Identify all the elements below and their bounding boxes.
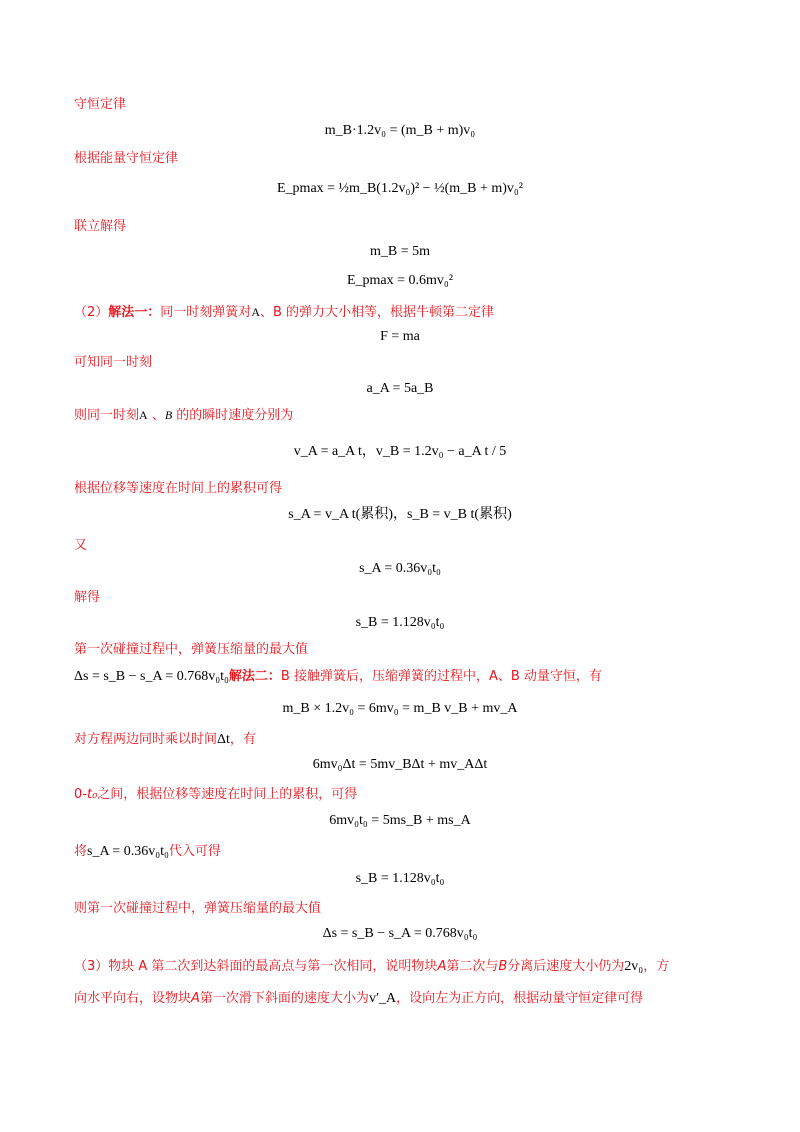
- method-one-label: 解法一：: [108, 305, 161, 320]
- equation-9: s_B = 1.128v₀t₀: [355, 615, 445, 630]
- text-line-14: [74, 843, 221, 861]
- math-symbol-vA-prime: v′_A: [368, 991, 397, 1006]
- equation-14: s_B = 1.128v₀t₀: [355, 871, 445, 886]
- text-fragment: 、B 的弹力大小相等，根据牛顿第二定律: [259, 305, 495, 320]
- text-line-11: [74, 668, 602, 686]
- text-line-10: 第一次碰撞过程中，弹簧压缩量的最大值: [74, 642, 309, 657]
- text-fragment: 的的瞬时速度分别为: [172, 408, 294, 423]
- math-symbol-A: A: [139, 408, 148, 422]
- equation-4: F = ma: [380, 329, 420, 344]
- math-symbol-t0: t₀: [86, 787, 98, 802]
- text-line-7: 根据位移等速度在时间上的累积可得: [74, 481, 283, 496]
- text-fragment: ，有: [229, 732, 256, 747]
- equation-8: s_A = 0.36v₀t₀: [359, 561, 441, 576]
- text-line-12: [74, 731, 256, 749]
- text-fragment: 将: [74, 844, 88, 859]
- equation-15: Δs = s_B − s_A = 0.768v₀t₀: [322, 926, 478, 941]
- equation-2: E_pmax = ½m_B(1.2v₀)² − ½(m_B + m)v₀²: [277, 181, 523, 196]
- text-line-15: 则第一次碰撞过程中，弹簧压缩量的最大值: [74, 901, 322, 916]
- section-number: （2）: [74, 305, 109, 320]
- equation-3a: m_B = 5m: [369, 244, 430, 259]
- text-line-1: 守恒定律: [74, 97, 127, 112]
- text-line-9: 解得: [74, 590, 101, 605]
- text-fragment: 分离后速度大小仍为: [507, 959, 625, 974]
- text-fragment: 0-: [74, 787, 87, 802]
- text-fragment: 向水平向右，设物块: [74, 991, 192, 1006]
- max-compression-equation: Δs = s_B − s_A = 0.768v₀t₀: [74, 669, 229, 684]
- equation-6: v_A = a_A t，v_B = 1.2v₀ − a_A t / 5: [293, 444, 507, 459]
- math-symbol-B: B: [164, 408, 173, 422]
- text-fragment: 同一时刻弹簧对: [160, 305, 252, 320]
- math-symbol-B: B: [498, 959, 508, 974]
- text-fragment: 对方程两边同时乘以时间: [74, 732, 218, 747]
- equation-11: m_B × 1.2v₀ = 6mv₀ = m_B v_B + mv_A: [282, 701, 518, 716]
- text-line-13: [74, 786, 357, 804]
- math-symbol-A: A: [251, 305, 260, 319]
- math-symbol-2v0: 2v₀: [624, 959, 644, 974]
- text-line-5: 可知同一时刻: [74, 355, 153, 370]
- inline-equation: s_A = 0.36v₀t₀: [87, 844, 169, 859]
- text-line-8: 又: [74, 538, 88, 553]
- text-line-4: [74, 303, 494, 322]
- text-line-6: [74, 406, 293, 425]
- text-fragment: 代入可得: [168, 844, 221, 859]
- equation-13: 6mv₀t₀ = 5ms_B + ms_A: [329, 813, 471, 828]
- text-fragment: ，设向左为正方向，根据动量守恒定律可得: [396, 991, 644, 1006]
- equation-1: m_B·1.2v₀ = (m_B + m)v₀: [324, 123, 476, 138]
- text-fragment: 第一次滑下斜面的速度大小为: [199, 991, 369, 1006]
- equation-7: s_A = v_A t(累积)，s_B = v_B t(累积): [288, 507, 512, 522]
- text-fragment: 第二次与: [446, 959, 499, 974]
- text-line-17: [74, 990, 643, 1008]
- text-line-3: 联立解得: [74, 219, 127, 234]
- text-fragment: ，方: [643, 959, 670, 974]
- text-line-2: 根据能量守恒定律: [74, 151, 179, 166]
- equation-12: 6mv₀Δt = 5mv_BΔt + mv_AΔt: [312, 757, 488, 772]
- text-fragment: 、: [147, 408, 165, 423]
- text-fragment: 之间，根据位移等速度在时间上的累积，可得: [97, 787, 358, 802]
- text-fragment: （3）物块 A 第二次到达斜面的最高点与第一次相同，说明物块: [74, 959, 438, 974]
- math-symbol-A: A: [437, 959, 447, 974]
- equation-3b: E_pmax = 0.6mv₀²: [346, 273, 454, 288]
- text-fragment: B 接触弹簧后，压缩弹簧的过程中，A、B 动量守恒，有: [280, 669, 602, 684]
- equation-5: a_A = 5a_B: [366, 381, 434, 396]
- text-line-16: [74, 958, 669, 976]
- text-fragment: 则同一时刻: [74, 408, 140, 423]
- method-two-label: 解法二：: [228, 669, 281, 684]
- math-symbol-dt: Δt: [217, 732, 230, 747]
- math-symbol-A: A: [191, 991, 200, 1006]
